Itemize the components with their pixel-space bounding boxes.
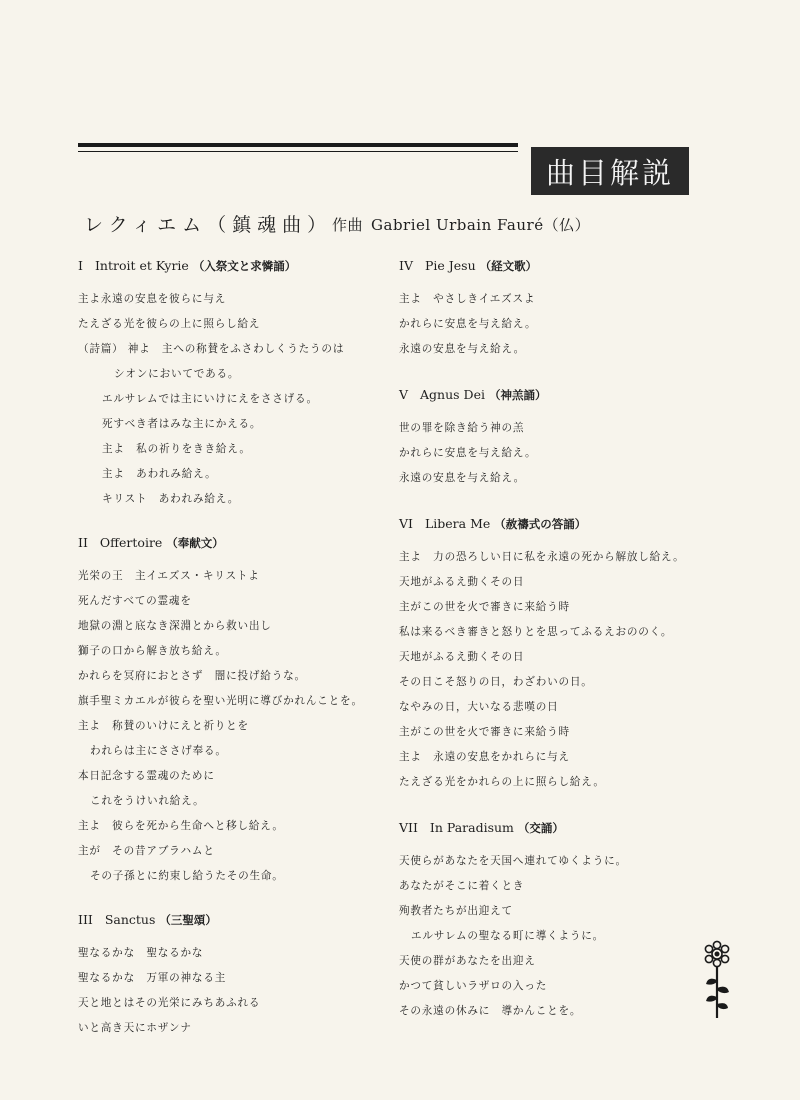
movement-section bbox=[399, 256, 749, 362]
section-spacer bbox=[399, 362, 749, 385]
header-rule-thin bbox=[78, 151, 518, 152]
lyric-line: 天使らがあなたを天国へ連れてゆくように。 bbox=[399, 855, 627, 867]
movement-number: VI bbox=[399, 516, 413, 531]
lyric-line: エルサレムでは主にいけにえをささげる。 bbox=[102, 393, 318, 405]
lyric-line: かれらに安息を与え給え。 bbox=[399, 318, 537, 330]
lyric-line: われらは主にささげ奉る。 bbox=[90, 745, 227, 757]
section-spacer bbox=[78, 889, 408, 910]
movement-latin-title: Pie Jesu bbox=[424, 258, 476, 273]
lyric-line: キリスト あわれみ給え。 bbox=[102, 493, 240, 505]
movement-number: IV bbox=[399, 258, 413, 273]
lyric-line: 聖なるかな 聖なるかな bbox=[78, 947, 204, 959]
lyric-line: シオンにおいてである。 bbox=[114, 368, 240, 380]
movement-section bbox=[78, 256, 408, 512]
lyric-line: 天と地とはその光栄にみちあふれる bbox=[78, 997, 261, 1009]
lyric-line: 獅子の口から解き放ち給え。 bbox=[78, 645, 227, 657]
lyric-line: かれらに安息を与え給え。 bbox=[399, 447, 537, 459]
movement-number: II bbox=[78, 535, 88, 550]
movement-japanese-title: （奉献文） bbox=[166, 536, 224, 550]
movement-japanese-title: （神羔誦） bbox=[488, 388, 547, 402]
lyric-line: いと高き天にホザンナ bbox=[78, 1022, 192, 1034]
lyric-line: 世の罪を除き給う神の羔 bbox=[399, 422, 525, 434]
lyric-line: 主がこの世を火で審きに来給う時 bbox=[399, 726, 570, 738]
header-rule-thick bbox=[78, 143, 518, 147]
lyric-line: 主よ 私の祈りをきき給え。 bbox=[102, 443, 251, 455]
movement-latin-title: Offertoire bbox=[99, 535, 163, 550]
movement-heading bbox=[399, 256, 749, 276]
lyric-line: 主よ 彼らを死から生命へと移し給え。 bbox=[78, 820, 284, 832]
lyric-line: 死すべき者はみな主にかえる。 bbox=[102, 418, 262, 430]
movement-heading bbox=[399, 514, 749, 534]
lyric-line: これをうけいれ給え。 bbox=[90, 795, 205, 807]
lyric-line: 主がこの世を火で審きに来給う時 bbox=[399, 601, 570, 613]
lyric-line: その永遠の休みに 導かんことを。 bbox=[399, 1005, 582, 1017]
movement-japanese-title: （三聖頌） bbox=[159, 913, 217, 927]
section-spacer bbox=[399, 795, 749, 818]
movement-section bbox=[399, 818, 749, 1024]
lyric-line: エルサレムの聖なる町に導くように。 bbox=[411, 930, 605, 942]
section-spacer bbox=[78, 512, 408, 533]
movement-section bbox=[78, 533, 408, 889]
lyric-line: その子孫とに約束し給うたその生命。 bbox=[90, 870, 284, 882]
movement-japanese-title: （交誦） bbox=[517, 821, 564, 835]
lyric-line: 天地がふるえ動くその日 bbox=[399, 651, 525, 663]
flower-icon bbox=[700, 940, 734, 1020]
lyric-line: 死んだすべての霊魂を bbox=[78, 595, 192, 607]
movement-japanese-title: （赦禱式の答誦） bbox=[494, 517, 587, 531]
lyric-line: 主よ永遠の安息を彼らに与え bbox=[78, 293, 227, 305]
lyric-line: 主よ 永遠の安息をかれらに与え bbox=[399, 751, 570, 763]
lyric-line: 光栄の王 主イエズス・キリストよ bbox=[78, 570, 260, 582]
lyric-line: 主よ 称賛のいけにえと祈りとを bbox=[78, 720, 249, 732]
lyric-line: あなたがそこに着くとき bbox=[399, 880, 525, 892]
lyric-line: 主が その昔アブラハムと bbox=[78, 845, 215, 857]
movement-latin-title: Libera Me bbox=[424, 516, 491, 531]
lyric-line: かれらを冥府におとさず 闇に投げ給うな。 bbox=[78, 670, 306, 682]
movement-heading bbox=[399, 385, 749, 405]
lyric-line: 聖なるかな 万軍の神なる主 bbox=[78, 972, 227, 984]
lyric-line: たえざる光をかれらの上に照らし給え。 bbox=[399, 776, 605, 788]
lyric-line: 殉教者たちが出迎えて bbox=[399, 905, 513, 917]
left-column bbox=[78, 256, 408, 1041]
lyric-line: 永遠の安息を与え給え。 bbox=[399, 343, 525, 355]
lyric-line: 旗手聖ミカエルが彼らを聖い光明に導びかれんことを。 bbox=[78, 695, 363, 707]
lyric-line: 永遠の安息を与え給え。 bbox=[399, 472, 525, 484]
lyric-line: 天使の群があなたを出迎え bbox=[399, 955, 536, 967]
movement-japanese-title: （経文歌） bbox=[479, 259, 538, 273]
lyric-line: 天地がふるえ動くその日 bbox=[399, 576, 525, 588]
composer-line bbox=[332, 214, 590, 235]
movement-number: VII bbox=[399, 820, 418, 835]
movement-latin-title: Introit et Kyrie bbox=[94, 258, 189, 273]
lyric-line: 主よ 力の恐ろしい日に私を永遠の死から解放し給え。 bbox=[399, 551, 685, 563]
movement-number: III bbox=[78, 912, 93, 927]
composer-label: 作曲 bbox=[332, 216, 364, 234]
lyric-line: （詩篇） 神よ 主への称賛をふさわしくうたうのは bbox=[78, 343, 345, 355]
lyric-line: 地獄の淵と底なき深淵とから救い出し bbox=[78, 620, 272, 632]
movement-section bbox=[399, 514, 749, 795]
movement-heading bbox=[78, 533, 408, 553]
movement-section bbox=[399, 385, 749, 491]
work-title: レクィエム（鎮魂曲） bbox=[84, 214, 333, 236]
page-title: 曲目解説 bbox=[531, 147, 689, 195]
lyric-line: その日こそ怒りの日，わざわいの日。 bbox=[399, 676, 593, 688]
movement-number: I bbox=[78, 258, 83, 273]
movement-heading bbox=[78, 256, 408, 276]
movement-japanese-title: （入祭文と求憐誦） bbox=[192, 259, 297, 273]
movement-latin-title: In Paradisum bbox=[429, 820, 514, 835]
movement-section bbox=[78, 910, 408, 1041]
composer-name: Gabriel Urbain Fauré（仏） bbox=[371, 216, 591, 234]
lyric-line: 本日記念する霊魂のために bbox=[78, 770, 215, 782]
movement-latin-title: Sanctus bbox=[104, 912, 156, 927]
lyric-line: かつて貧しいラザロの入った bbox=[399, 980, 548, 992]
movement-heading bbox=[399, 818, 749, 838]
movement-heading bbox=[78, 910, 408, 930]
movement-latin-title: Agnus Dei bbox=[420, 387, 485, 402]
lyric-line: なやみの日，大いなる悲嘆の日 bbox=[399, 701, 559, 713]
lyric-line: たえざる光を彼らの上に照らし給え bbox=[78, 318, 261, 330]
right-column bbox=[399, 256, 749, 1024]
lyric-line: 主よ やさしきイエズスよ bbox=[399, 293, 536, 305]
movement-number: V bbox=[399, 387, 409, 402]
lyric-line: 主よ あわれみ給え。 bbox=[102, 468, 217, 480]
lyric-line: 私は来るべき審きと怒りとを思ってふるえおののく。 bbox=[399, 626, 673, 638]
section-spacer bbox=[399, 491, 749, 514]
